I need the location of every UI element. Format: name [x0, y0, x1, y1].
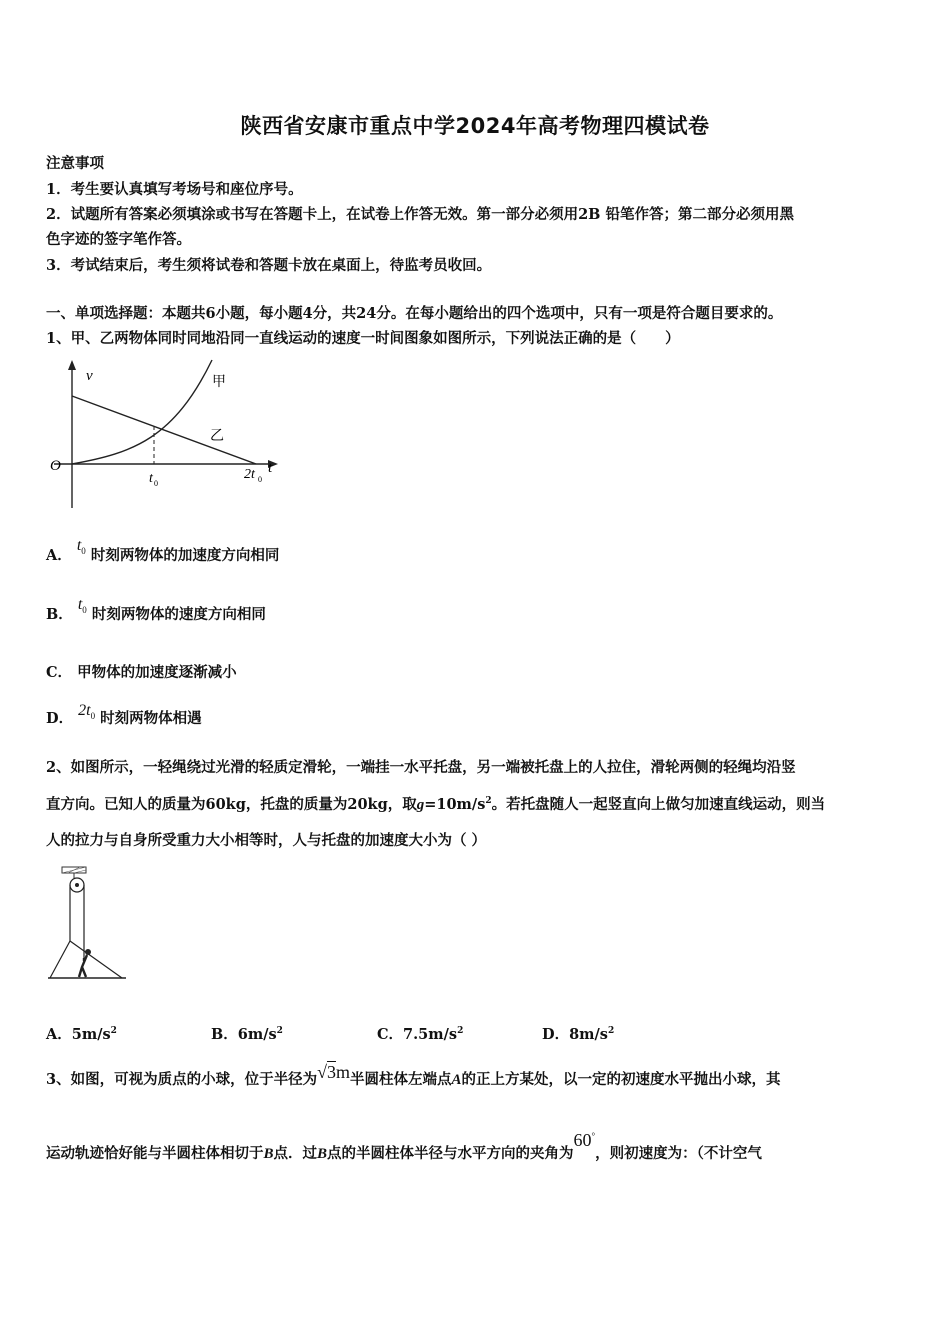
origin-label: O: [50, 458, 61, 474]
notice-heading: 注意事项: [46, 155, 104, 172]
t0-sub: 0: [154, 479, 158, 488]
q1-option-c-label: C．: [46, 664, 73, 681]
question-1-stem: 1、甲、乙两物体同时同地沿同一直线运动的速度一时间图象如图所示，下列说法正确的是（ ）: [46, 330, 680, 347]
question-3-line-2: 运动轨迹恰好能与半圆柱体相切于B点．过B点的半圆柱体半径与水平方向的夹角为60°，则初速度为：（不计空气: [46, 1130, 762, 1162]
q1-option-b[interactable]: [46, 596, 266, 625]
q1-option-d[interactable]: [46, 702, 202, 729]
tray-strap-left: [50, 941, 70, 978]
jia-label: 甲: [212, 375, 226, 390]
question-2-line-3: 人的拉力与自身所受重力大小相等时，人与托盘的加速度大小为（ ）: [46, 832, 487, 849]
curve-jia: [72, 360, 212, 464]
question-2-line-2: 直方向。已知人的质量为60kg，托盘的质量为20kg，取$g=10m/s^2$。若托盘随人一起竖直向上做匀加速直线运动，则当: [46, 796, 826, 813]
line-yi: [72, 396, 256, 464]
angle-60: 60°: [573, 1130, 596, 1150]
q1-option-d-math: $2t_0$: [78, 702, 96, 722]
q1-option-c[interactable]: [46, 661, 237, 682]
pulley-figure: [46, 866, 132, 982]
q1-option-a-math: $t_0$: [76, 537, 86, 557]
q1-option-d-label: D．: [46, 710, 74, 727]
v-label: v: [86, 368, 93, 384]
q1-option-d-text: 时刻两物体相遇: [100, 710, 202, 727]
q1-option-b-text: 时刻两物体的速度方向相同: [91, 606, 266, 623]
v-axis-arrow: [68, 360, 76, 370]
tray-strap-right: [70, 941, 122, 978]
2t0-label: 2t: [244, 467, 255, 482]
t-label: t: [268, 460, 273, 476]
vt-graph: [44, 358, 289, 513]
q2-option-b[interactable]: B．$6m/s^2$: [211, 1026, 283, 1043]
q2-option-a[interactable]: A．$5m/s^2$: [46, 1026, 117, 1043]
q1-option-c-text: 甲物体的加速度逐渐减小: [77, 664, 237, 681]
notice-item-3: 3．考试结束后，考生须将试卷和答题卡放在桌面上，待监考员收回。: [46, 257, 492, 274]
section-heading: 一、单项选择题：本题共6小题，每小题4分，共24分。在每小题给出的四个选项中，只有一项是符合题目要求的。: [46, 305, 783, 322]
2t0-sub: 0: [258, 475, 262, 484]
q1-option-b-math: $t_0$: [77, 596, 87, 616]
question-2-line-1: 2、如图所示，一轻绳绕过光滑的轻质定滑轮，一端挂一水平托盘，另一端被托盘上的人拉住，滑轮两侧的轻绳均沿竖: [46, 759, 796, 776]
yi-label: 乙: [210, 429, 224, 444]
page-title: 陕西省安康市重点中学2024年高考物理四模试卷: [240, 114, 710, 138]
notice-item-1: 1．考生要认真填写考场号和座位序号。: [46, 181, 303, 198]
sqrt3-radius: √3m: [317, 1062, 350, 1082]
question-3-line-1: 3、如图，可视为质点的小球，位于半径为√3m半圆柱体左端点A的正上方某处，以一定的初速度水平抛出小球，其: [46, 1062, 781, 1088]
person-icon: [79, 949, 91, 977]
q1-option-a-label: A．: [46, 547, 72, 564]
notice-item-2: 2．试题所有答案必须填涂或书写在答题卡上，在试卷上作答无效。第一部分必须用2B 铅笔作答；第二部分必须用黑: [46, 206, 794, 223]
notice-item-2-cont: 色字迹的签字笔作答。: [46, 231, 191, 248]
q1-option-b-label: B．: [46, 606, 73, 623]
q1-option-a-text: 时刻两物体的加速度方向相同: [90, 547, 280, 564]
q2-option-c[interactable]: C．$7.5m/s^2$: [377, 1026, 464, 1043]
q2-option-d[interactable]: D．$8m/s^2$: [542, 1026, 615, 1043]
t0-label: t: [149, 471, 153, 486]
pulley-axle: [75, 883, 79, 887]
q1-option-a[interactable]: [46, 537, 280, 566]
